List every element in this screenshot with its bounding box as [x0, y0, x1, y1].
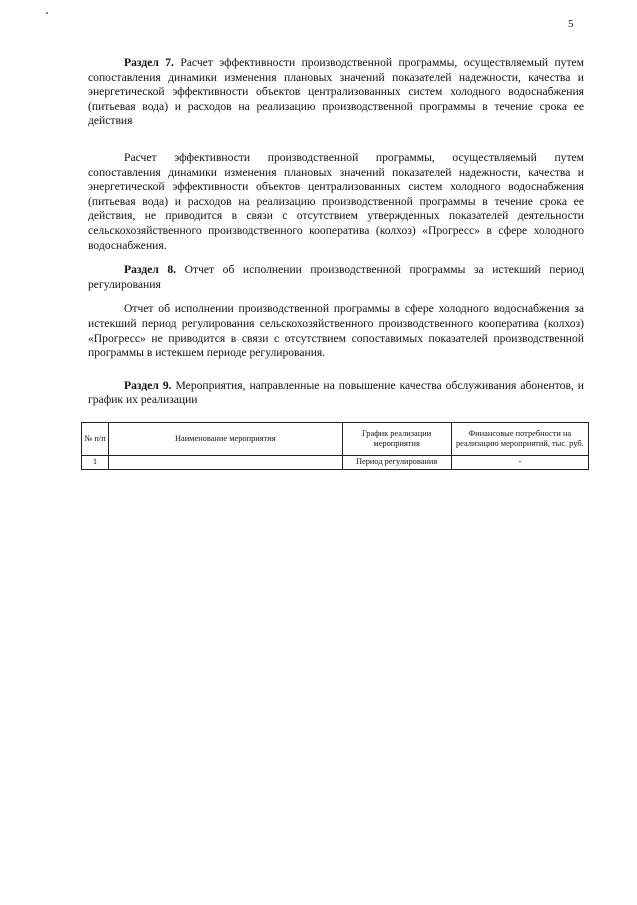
header-name: Наименование мероприятия: [109, 422, 342, 455]
section-7-title: Расчет эффективности производственной программы, осуществляемый путем сопоставления динамики изменения плановых значений показателей надежности, качества и энергетической эффективности объектов централизованных систем холодного водоснабжения (питьевая вода) и расходов на реализацию производственной программы в течение срока ее действия: [88, 56, 584, 128]
document-body: [84, 56, 585, 470]
section-8-title: Отчет об исполнении производственной программы за истекший период регулирования: [88, 263, 585, 291]
table-row: [82, 455, 589, 469]
row-schedule: Период регулирования: [342, 455, 451, 469]
section-8-heading: [88, 263, 584, 292]
section-9-heading: [88, 379, 584, 408]
row-name: [109, 455, 342, 469]
measures-table: [81, 422, 589, 470]
section-8-label: Раздел 8.: [124, 263, 177, 277]
row-finance: -: [451, 455, 588, 469]
row-num: 1: [82, 455, 109, 469]
page-number: 5: [568, 18, 574, 30]
table-header-row: [82, 422, 589, 455]
section-7-body: Расчет эффективности производственной программы, осуществляемый путем сопоставления динамики изменения плановых значений показателей надежности, качества и энергетической эффективности объектов централизованных систем холодного водоснабжения (питьевая вода) и расходов на реализацию производственной программы в течение срока ее действия, не приводится в связи с отсутствием утвержденных показателей деятельности сельскохозяйственного производственного кооператива (колхоз) «Прогресс» в сфере холодного водоснабжения.: [88, 150, 584, 252]
header-schedule: График реализации мероприятия: [342, 422, 451, 455]
section-9-title: Мероприятия, направленные на повышение качества обслуживания абонентов, и график их реализации: [88, 378, 585, 407]
header-finance: Финансовые потребности на реализацию мероприятий, тыс. руб.: [451, 422, 588, 455]
scan-speck: [46, 12, 48, 14]
header-num: № п/п: [82, 422, 109, 455]
section-7-heading: [88, 56, 584, 129]
section-8-body: Отчет об исполнении производственной программы в сфере холодного водоснабжения за истекший период регулирования сельскохозяйственного производственного кооператива (колхоз) «Прогресс» не приводится в связи с отсутствием сопоставимых показателей производственной программы в истекшем периоде регулирования.: [88, 302, 584, 360]
section-7-label: Раздел 7.: [124, 56, 174, 69]
section-9-label: Раздел 9.: [124, 378, 172, 392]
